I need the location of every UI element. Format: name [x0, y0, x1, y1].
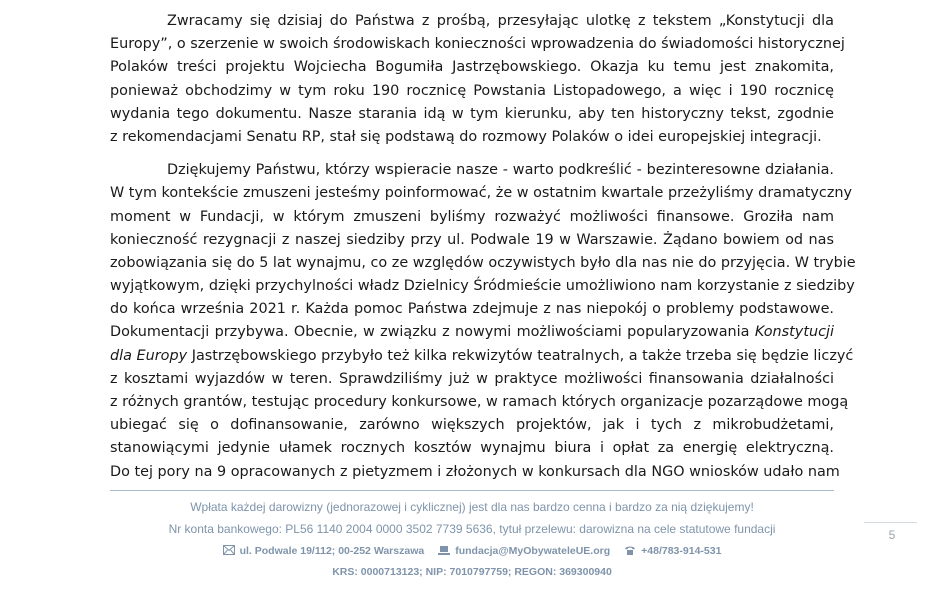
p2-line: konieczność rezygnacji z naszej siedziby przy ul. Podwale 19 w Warszawie. Żądano bowiem od nas [110, 231, 834, 248]
p2-line-text: Dokumentacji przybywa. Obecnie, w związku z nowymi możliwościami popularyzowania [110, 324, 750, 341]
p2-line: do końca września 2021 r. Każda pomoc Państwa zdejmuje z nas niepokój o problemy podstawowe. [110, 301, 834, 318]
footer-divider [110, 490, 834, 491]
page-number: 5 [888, 528, 896, 542]
page-number-divider [864, 522, 917, 523]
envelope-icon [223, 545, 235, 555]
p2-line: zobowiązania się do 5 lat wynajmu, co ze względów oczywistych było dla nas nie do przyjęcia. W trybie [110, 254, 856, 271]
italic-title-part: Konstytucji [754, 324, 834, 341]
footer-email[interactable]: fundacja@MyObywateleUE.org [455, 545, 611, 557]
p2-line: Dziękujemy Państwu, którzy wspieracie nasze - warto podkreślić - bezinteresowne działania. [167, 162, 834, 179]
p1-line: Polaków treści projektu Wojciecha Bogumiła Jastrzębowskiego. Okazja ku temu jest znakomita, [110, 59, 834, 76]
p2-line: stanowiącymi jedynie ułamek rocznych kosztów wynajmu biura i opłat za energię elektryczną. [110, 440, 834, 457]
letter-body [110, 10, 856, 484]
p2-line: z kosztami wyjazdów w teren. Sprawdziliśmy już w praktyce możliwości finansowania działalności [110, 370, 834, 387]
p1-line: wydania tego dokumentu. Nasze starania idą w tym kierunku, aby ten historyczny tekst, zgodnie [110, 105, 834, 122]
p1-line: Europy”, o szerzenie w swoich środowiskach konieczności wprowadzenia do świadomości historycznej [110, 36, 845, 53]
footer-phone[interactable]: +48/783-914-531 [641, 545, 722, 557]
footer-registry: KRS: 0000713123; NIP: 7010797759; REGON: 369300940 [332, 566, 612, 578]
footer-contact [110, 545, 834, 557]
p2-line: moment w Fundacji, w którym zmuszeni byliśmy rozważyć możliwości finansowe. Groziła nam [110, 208, 834, 225]
footer-thanks: Wpłata każdej darowizny (jednorazowej i cyklicznej) jest dla nas bardzo cenna i bardzo za nią dziękujemy! [190, 500, 754, 514]
p2-line-with-italic [110, 345, 854, 368]
footer-address: ul. Podwale 19/112; 00-252 Warszawa [239, 545, 425, 557]
footer-bank-account: Nr konta bankowego: PL56 1140 2004 0000 3502 7739 5636, tytuł przelewu: darowizna na cele statutowe fundacji [168, 522, 776, 536]
italic-title-part: dla Europy [110, 347, 188, 364]
p2-line: ubiegać się o dofinansowanie, zarówno większych projektów, jak i tych z mikrobudżetami, [110, 417, 834, 434]
p1-line: z rekomendacjami Senatu RP, stał się podstawą do rozmowy Polaków o idei europejskiej integracji. [110, 128, 822, 145]
phone-icon [624, 545, 636, 555]
p2-line-text: Jastrzębowskiego przybyło też kilka rekwizytów teatralnych, a także trzeba się będzie liczyć [191, 347, 854, 364]
p1-line: Zwracamy się dzisiaj do Państwa z prośbą, przesyłając ulotkę z tekstem „Konstytucji dla [167, 13, 834, 29]
laptop-icon [438, 545, 450, 555]
p2-line: z różnych grantów, testując procedury konkursowe, w ramach których organizacje pozarządowe mogą [110, 394, 849, 410]
p2-line: wyjątkowym, dzięki przychylności władz Dzielnicy Śródmieście umożliwiono nam korzystanie z siedziby [110, 278, 855, 295]
p2-line: Do tej pory na 9 opracowanych z pietyzmem i złożonych w konkursach dla NGO wniosków udało nam [110, 463, 840, 480]
p2-line: W tym kontekście zmuszeni jesteśmy poinformować, że w ostatnim kwartale przeżyliśmy dramatyczny [110, 185, 853, 202]
p2-line-with-italic [110, 321, 834, 344]
p1-line: ponieważ obchodzimy w tym roku 190 rocznicę Powstania Listopadowego, a więc i 190 rocznicę [110, 82, 834, 99]
